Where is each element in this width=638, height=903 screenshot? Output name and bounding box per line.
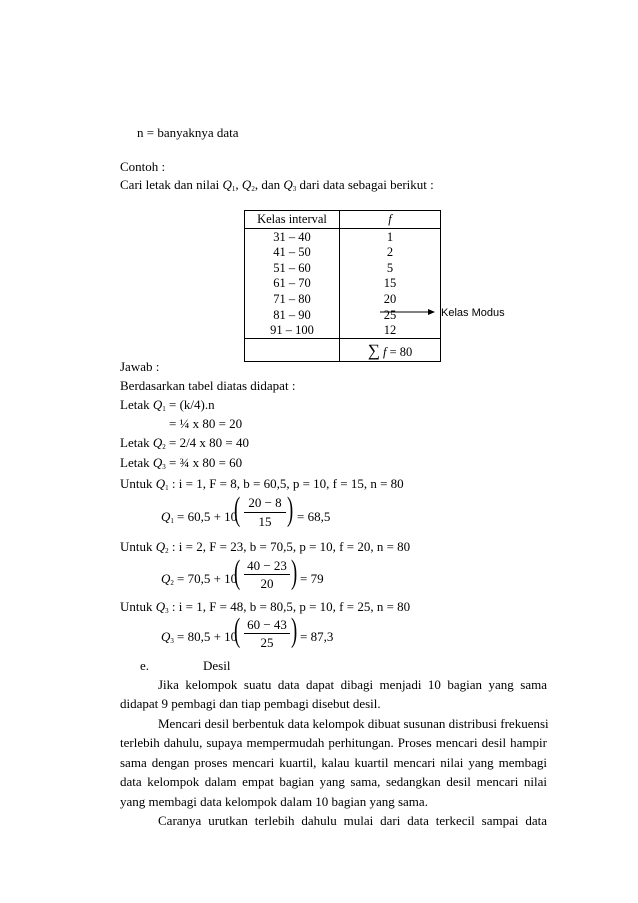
eq3-fraction-bar bbox=[244, 633, 290, 634]
f-cell: 1 bbox=[340, 229, 441, 245]
eq3-lhs-symbol: $Q_3$ bbox=[161, 629, 174, 645]
eq2-lhs-symbol: $Q_2$ bbox=[161, 571, 174, 587]
question-suffix: dari data sebagai berikut : bbox=[299, 177, 434, 192]
q1-symbol: $Q_1$ bbox=[152, 397, 166, 413]
letak-q2: Letak $Q_2 = 2/4$ x 80 = 40 bbox=[120, 435, 250, 451]
section-title: Desil bbox=[203, 658, 231, 673]
sum-icon: ∑ bbox=[367, 340, 380, 360]
q2-symbol: $Q_2$ bbox=[155, 539, 169, 555]
untuk-q1-params: Untuk $Q_1$ : i = 1, F = 8, b = 60,5, p = 10, f = 15, n = 80 bbox=[120, 476, 404, 492]
f-cell: 2 bbox=[340, 245, 441, 261]
sum-value: = 80 bbox=[389, 344, 413, 359]
f-cell: 15 bbox=[340, 276, 441, 292]
answer-intro: Berdasarkan tabel diatas didapat : bbox=[120, 378, 296, 393]
eq3-lhs: = 80,5 + 10 bbox=[177, 629, 238, 644]
q3-symbol: $Q_3$ bbox=[283, 177, 297, 193]
table-row bbox=[245, 323, 441, 339]
interval-cell: 31 – 40 bbox=[245, 229, 340, 245]
q1-symbol: $Q_1$ bbox=[155, 476, 169, 492]
eq2-lhs: = 70,5 + 10 bbox=[177, 571, 238, 586]
eq2-fraction-bar bbox=[244, 574, 290, 575]
table-sum-row bbox=[245, 339, 441, 362]
table-row bbox=[245, 245, 441, 261]
q2-symbol: $Q_2$ bbox=[152, 435, 166, 451]
untuk-q3-params: Untuk $Q_3$ : i = 1, F = 48, b = 80,5, p = 10, f = 25, n = 80 bbox=[120, 599, 411, 615]
interval-cell: 41 – 50 bbox=[245, 245, 340, 261]
sum-cell bbox=[340, 339, 441, 362]
definition-line: n = banyaknya data bbox=[137, 125, 239, 140]
paragraph-line: terlebih dahulu, supaya mempermudah perhitungan. Proses mencari desil hampir bbox=[120, 735, 547, 750]
q1-symbol: $Q_1$ bbox=[222, 177, 236, 193]
eq1-close-paren: ) bbox=[287, 491, 294, 528]
q3-symbol: $Q_3$ bbox=[155, 599, 169, 615]
frequency-table bbox=[244, 210, 441, 362]
section-number: e. bbox=[140, 658, 150, 673]
eq2-denominator: 20 bbox=[260, 576, 274, 591]
table-header-row bbox=[245, 211, 441, 229]
paragraph-line: Mencari desil berbentuk data kelompok dibuat susunan distribusi frekuensi bbox=[158, 716, 549, 731]
eq1-numerator: 20 − 8 bbox=[248, 495, 282, 510]
interval-cell: 81 – 90 bbox=[245, 307, 340, 323]
modus-label: Kelas Modus bbox=[441, 307, 505, 319]
answer-heading: Jawab : bbox=[120, 359, 160, 374]
eq3-open-paren: ( bbox=[234, 612, 241, 649]
interval-cell: 51 – 60 bbox=[245, 260, 340, 276]
eq2-rhs: = 79 bbox=[300, 571, 324, 586]
eq2-numerator: 40 − 23 bbox=[247, 558, 287, 573]
sum-empty-cell bbox=[245, 339, 340, 362]
paragraph-line: didapat 9 pembagi dan tiap pembagi disebut desil. bbox=[120, 696, 381, 711]
interval-cell: 61 – 70 bbox=[245, 276, 340, 292]
eq3-denominator: 25 bbox=[260, 635, 274, 650]
eq1-rhs: = 68,5 bbox=[297, 509, 331, 524]
header-f: f bbox=[340, 211, 441, 229]
question-prefix: Cari letak dan nilai bbox=[120, 177, 220, 192]
table-row bbox=[245, 276, 441, 292]
f-cell: 25 bbox=[340, 307, 441, 323]
sum-f: f bbox=[382, 344, 387, 359]
paragraph-line: Jika kelompok suatu data dapat dibagi menjadi 10 bagian yang sama bbox=[158, 677, 547, 692]
eq2-close-paren: ) bbox=[291, 554, 298, 591]
q2-symbol: $Q_2$ bbox=[241, 177, 255, 193]
letak-q1: Letak $Q_1 = (k/4).n$ bbox=[120, 397, 215, 413]
example-question bbox=[120, 178, 434, 193]
table-row bbox=[245, 260, 441, 276]
header-interval: Kelas interval bbox=[245, 211, 340, 229]
paragraph-line: Caranya urutkan terlebih dahulu mulai dari data terkecil sampai data bbox=[158, 813, 547, 828]
eq3-close-paren: ) bbox=[291, 612, 298, 649]
eq1-lhs-symbol: $Q_1$ bbox=[161, 509, 174, 525]
question-sep2: , dan bbox=[254, 177, 281, 192]
untuk-q2-params: Untuk $Q_2$ : i = 2, F = 23, b = 70,5, p = 10, f = 20, n = 80 bbox=[120, 539, 411, 555]
q3-symbol: $Q_3$ bbox=[152, 455, 166, 471]
eq1-denominator: 15 bbox=[258, 514, 272, 529]
interval-cell: 71 – 80 bbox=[245, 291, 340, 307]
interval-cell: 91 – 100 bbox=[245, 323, 340, 339]
paragraph-line: data kelompok dalam empat bagian yang sama, sedangkan desil mencari nilai bbox=[120, 774, 547, 789]
letak-q3: Letak $Q_3$ = ¾ x 80 = 60 bbox=[120, 455, 243, 471]
example-heading: Contoh : bbox=[120, 159, 166, 174]
eq1-fraction-bar bbox=[244, 512, 286, 513]
eq1-open-paren: ( bbox=[234, 491, 241, 528]
question-sep1: , bbox=[235, 177, 239, 192]
f-cell: 20 bbox=[340, 291, 441, 307]
eq3-numerator: 60 − 43 bbox=[247, 617, 287, 632]
paragraph-line: yang membagi data kelompok dalam 10 bagian yang sama. bbox=[120, 794, 428, 809]
arrow-right-icon bbox=[380, 307, 436, 317]
eq3-rhs: = 87,3 bbox=[300, 629, 334, 644]
f-cell: 5 bbox=[340, 260, 441, 276]
f-cell: 12 bbox=[340, 323, 441, 339]
eq2-open-paren: ( bbox=[234, 554, 241, 591]
letak-q1-cont: = ¼ x 80 = 20 bbox=[169, 416, 243, 431]
eq1-lhs: = 60,5 + 10 bbox=[177, 509, 238, 524]
table-row bbox=[245, 229, 441, 245]
paragraph-line: sama dengan proses mencari kuartil, kalau kuartil mencari nilai yang membagi bbox=[120, 755, 547, 770]
table-row bbox=[245, 291, 441, 307]
